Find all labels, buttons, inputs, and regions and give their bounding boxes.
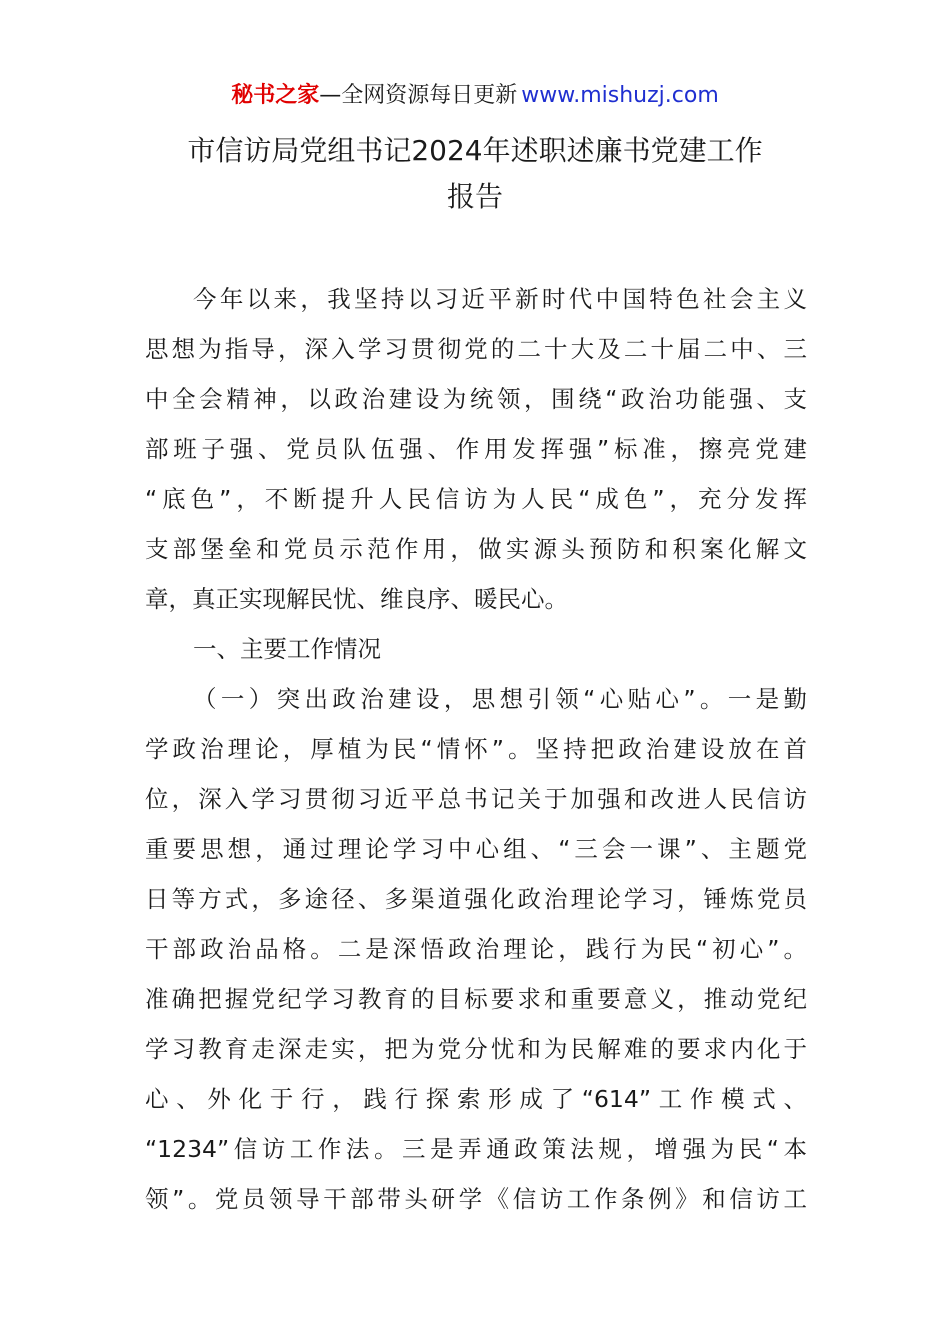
body-line: 部班子强、党员队伍强、作用发挥强”标准，擦亮党建 — [145, 435, 807, 463]
body-line: 干部政治品格。二是深悟政治理论，践行为民“初心”。 — [145, 935, 807, 963]
site-url-link[interactable]: www.mishuzj.com — [521, 83, 719, 108]
body-line: “1234”信访工作法。三是弄通政策法规，增强为民“本 — [145, 1135, 807, 1163]
header-dash: — — [319, 83, 342, 108]
site-header — [0, 80, 950, 112]
title-line-2: 报告 — [446, 180, 503, 213]
document-title — [120, 128, 830, 220]
title-line-1: 市信访局党组书记2024年述职述廉书党建工作 — [187, 134, 763, 167]
site-slogan: 全网资源每日更新 — [341, 83, 518, 108]
body-line: 支部堡垒和党员示范作用，做实源头预防和积案化解文 — [145, 535, 807, 563]
body-line: （一）突出政治建设，思想引领“心贴心”。一是勤 — [193, 685, 807, 713]
body-line: 心、外化于行，践行探索形成了“614”工作模式、 — [145, 1085, 807, 1113]
body-line: 重要思想，通过理论学习中心组、“三会一课”、主题党 — [145, 835, 807, 863]
section-heading: 一、主要工作情况 — [193, 635, 381, 663]
body-line: 位，深入学习贯彻习近平总书记关于加强和改进人民信访 — [145, 785, 807, 813]
body-line: “底色”，不断提升人民信访为人民“成色”，充分发挥 — [145, 485, 807, 513]
body-line: 章，真正实现解民忧、维良序、暖民心。 — [145, 585, 568, 613]
body-line: 准确把握党纪学习教育的目标要求和重要意义，推动党纪 — [145, 985, 807, 1013]
site-name: 秘书之家 — [231, 83, 320, 108]
document-body — [145, 274, 807, 1224]
body-line: 学政治理论，厚植为民“情怀”。坚持把政治建设放在首 — [145, 735, 807, 763]
body-line: 日等方式，多途径、多渠道强化政治理论学习，锤炼党员 — [145, 885, 807, 913]
body-line: 领”。党员领导干部带头研学《信访工作条例》和信访工 — [145, 1185, 807, 1213]
body-line: 学习教育走深走实，把为党分忧和为民解难的要求内化于 — [145, 1035, 807, 1063]
body-line: 思想为指导，深入学习贯彻党的二十大及二十届二中、三 — [145, 335, 807, 363]
body-line: 中全会精神，以政治建设为统领，围绕“政治功能强、支 — [145, 385, 807, 413]
body-line: 今年以来，我坚持以习近平新时代中国特色社会主义 — [193, 285, 807, 313]
